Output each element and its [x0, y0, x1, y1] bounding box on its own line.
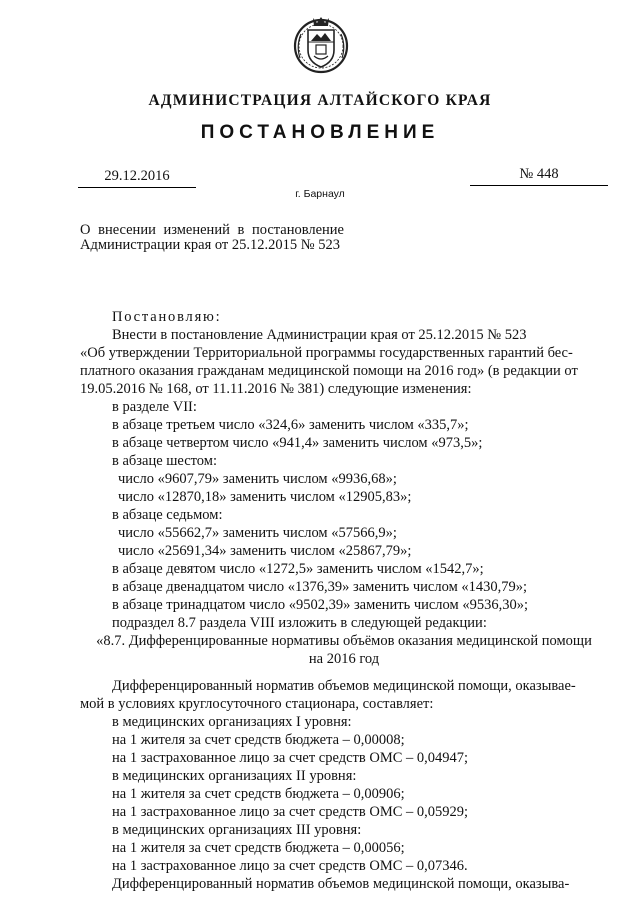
body-line: число «12870,18» заменить числом «12905,83»;: [118, 489, 412, 505]
body-line: в абзаце шестом:: [112, 453, 217, 469]
body-line: в абзаце двенадцатом число «1376,39» заменить числом «1430,79»;: [112, 579, 528, 595]
body-line: на 1 жителя за счет средств бюджета – 0,00906;: [112, 786, 405, 802]
body-line: в абзаце девятом число «1272,5» заменить числом «1542,7»;: [112, 561, 484, 577]
body-line: подраздел 8.7 раздела VIII изложить в следующей редакции:: [112, 615, 487, 631]
body-line: на 1 застрахованное лицо за счет средств ОМС – 0,04947;: [112, 750, 469, 766]
resolve-line: Постановляю:: [112, 309, 222, 325]
document-subject: О внесении изменений в постановление Администрации края от 25.12.2015 № 523: [80, 222, 344, 253]
body-line: на 1 жителя за счет средств бюджета – 0,00008;: [112, 732, 405, 748]
body-line: в медицинских организациях I уровня:: [112, 714, 352, 730]
body-line: в абзаце третьем число «324,6» заменить числом «335,7»;: [112, 417, 469, 433]
document-body: [80, 308, 608, 893]
body-line: Внести в постановление Администрации края от 25.12.2015 № 523: [112, 327, 527, 343]
organization-name: АДМИНИСТРАЦИЯ АЛТАЙСКОГО КРАЯ: [148, 92, 492, 109]
body-line: число «9607,79» заменить числом «9936,68»;: [118, 471, 397, 487]
body-line: «Об утверждении Территориальной программы государственных гарантий бес-: [80, 345, 573, 361]
body-line: в абзаце тринадцатом число «9502,39» заменить числом «9536,30»;: [112, 597, 528, 613]
body-line: на 1 застрахованное лицо за счет средств ОМС – 0,07346.: [112, 858, 468, 874]
document-date: 29.12.2016: [78, 168, 196, 188]
body-line: Дифференцированный норматив объемов медицинской помощи, оказыва-: [112, 876, 570, 892]
body-line: мой в условиях круглосуточного стационара, составляет:: [80, 696, 434, 712]
body-line: в разделе VII:: [112, 399, 197, 415]
spacer: [80, 668, 608, 677]
body-line: платного оказания гражданам медицинской помощи на 2016 год» (в редакции от: [80, 363, 578, 379]
section-heading: на 2016 год: [308, 651, 380, 667]
city: г. Барнаул: [295, 188, 345, 200]
body-line: число «25691,34» заменить числом «25867,79»;: [118, 543, 412, 559]
document-number: № 448: [470, 166, 608, 186]
body-line: число «55662,7» заменить числом «57566,9»;: [118, 525, 397, 541]
altai-coat-of-arms-icon: [292, 12, 350, 76]
body-line: в медицинских организациях II уровня:: [112, 768, 357, 784]
body-line: в абзаце четвертом число «941,4» заменить числом «973,5»;: [112, 435, 483, 451]
document-type: ПОСТАНОВЛЕНИЕ: [200, 122, 440, 143]
section-heading: «8.7. Дифференцированные нормативы объёмов оказания медицинской помощи: [96, 633, 592, 649]
body-line: в абзаце седьмом:: [112, 507, 223, 523]
body-line: на 1 жителя за счет средств бюджета – 0,00056;: [112, 840, 405, 856]
body-line: в медицинских организациях III уровня:: [112, 822, 362, 838]
body-line: на 1 застрахованное лицо за счет средств ОМС – 0,05929;: [112, 804, 469, 820]
body-line: 19.05.2016 № 168, от 11.11.2016 № 381) следующие изменения:: [80, 381, 472, 397]
body-line: Дифференцированный норматив объемов медицинской помощи, оказывае-: [112, 678, 576, 694]
